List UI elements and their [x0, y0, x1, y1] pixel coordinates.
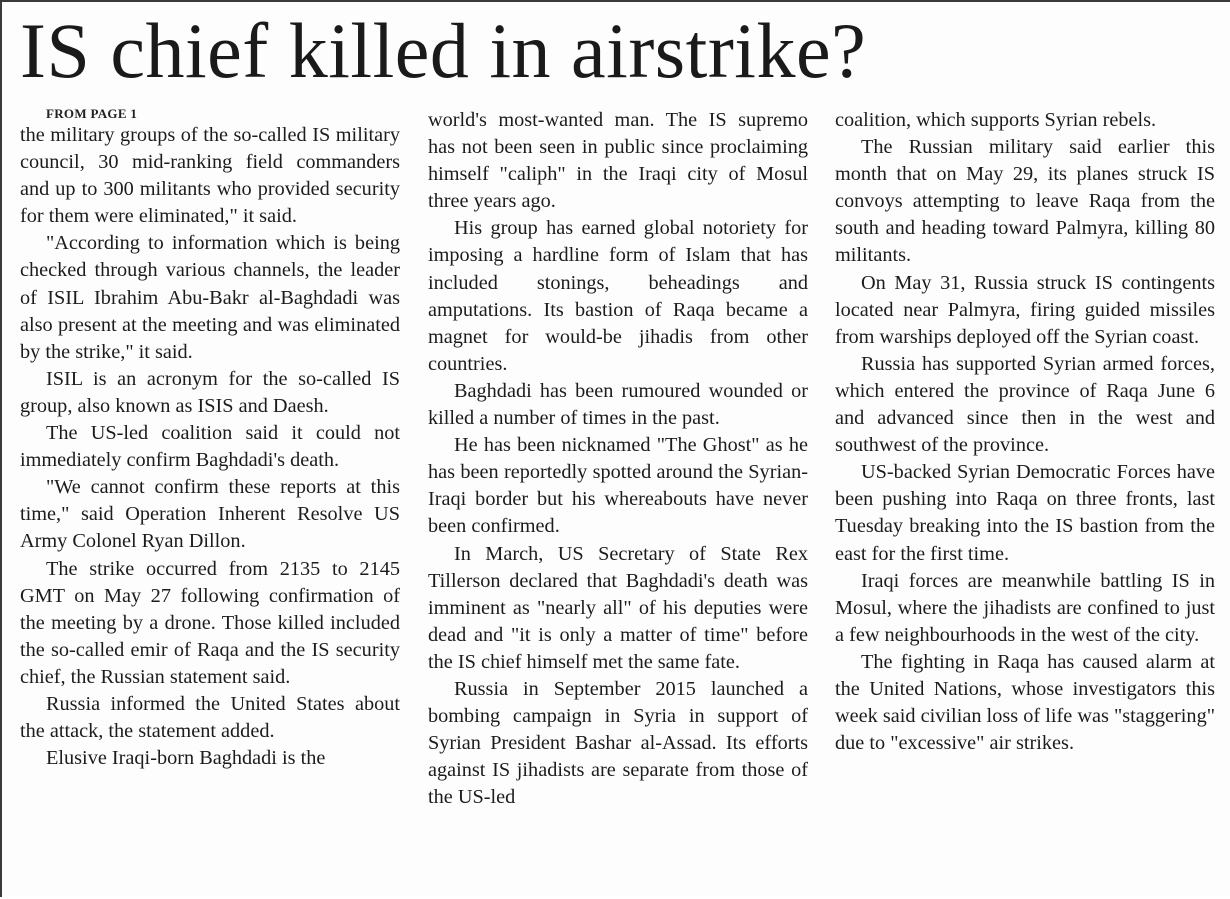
- article-column-1: [20, 106, 400, 772]
- paragraph: The fighting in Raqa has caused alarm at the United Nations, whose investigators this week said civilian loss of life was "staggering" due to "excessive" air strikes.: [835, 650, 1215, 755]
- paragraph: "We cannot confirm these reports at this time," said Operation Inherent Resolve US Army Colonel Ryan Dillon.: [20, 476, 400, 553]
- paragraph: Iraqi forces are meanwhile battling IS in Mosul, where the jihadists are confined to just a few neighbourhoods in the west of the city.: [835, 569, 1215, 646]
- paragraph: Russia in September 2015 launched a bombing campaign in Syria in support of Syrian President Bashar al-Assad. Its efforts against IS jihadists are separate from those of the US-led: [428, 677, 808, 809]
- paragraph: Baghdadi has been rumoured wounded or killed a number of times in the past.: [428, 379, 808, 430]
- paragraph: The strike occurred from 2135 to 2145 GMT on May 27 following confirmation of the meeting by a drone. Those killed included the so-called emir of Raqa and the IS security chief, the Russian statement said.: [20, 557, 400, 688]
- paragraph: US-backed Syrian Democratic Forces have been pushing into Raqa on three fronts, last Tuesday breaking into the IS bastion from the east for the first time.: [835, 461, 1215, 565]
- paragraph: ISIL is an acronym for the so-called IS group, also known as ISIS and Daesh.: [20, 367, 400, 417]
- paragraph: Russia informed the United States about the attack, the statement added.: [20, 692, 400, 743]
- paragraph: Elusive Iraqi-born Baghdadi is the: [46, 747, 326, 770]
- paragraph: Russia has supported Syrian armed forces, which entered the province of Raqa June 6 and advanced since then in the west and southwest of the province.: [835, 352, 1215, 457]
- article-body: [20, 106, 1222, 899]
- paragraph: The Russian military said earlier this month that on May 29, its planes struck IS convoys attempting to leave Raqa from the south and heading toward Palmyra, killing 80 militants.: [835, 136, 1215, 267]
- paragraph: The US-led coalition said it could not immediately confirm Baghdadi's death.: [20, 422, 400, 472]
- article-column-3: [835, 107, 1215, 757]
- paragraph: In March, US Secretary of State Rex Tillerson declared that Baghdadi's death was imminent as "nearly all" of his deputies were dead and "it is only a matter of time" before the IS chief himself met the same fate.: [428, 542, 808, 673]
- paragraph: His group has earned global notoriety for imposing a hardline form of Islam that has included stonings, beheadings and amputations. Its bastion of Raqa became a magnet for would-be jihadis from other countries.: [428, 217, 808, 375]
- paragraph: He has been nicknamed "The Ghost" as he has been reportedly spotted around the Syrian-Iraqi border but his whereabouts have never been confirmed.: [428, 434, 808, 538]
- paragraph: "According to information which is being checked through various channels, the leader of ISIL Ibrahim Abu-Bakr al-Baghdadi was also present at the meeting and was eliminated by the strike," it said.: [20, 232, 400, 363]
- kicker: FROM PAGE 1: [46, 106, 138, 121]
- headline: IS chief killed in airstrike?: [20, 7, 867, 94]
- paragraph: coalition, which supports Syrian rebels.: [835, 109, 1157, 131]
- paragraph: world's most-wanted man. The IS supremo has not been seen in public since proclaiming himself "caliph" in the Iraqi city of Mosul three years ago.: [428, 109, 808, 213]
- paragraph: On May 31, Russia struck IS contingents located near Palmyra, firing guided missiles from warships deployed off the Syrian coast.: [835, 271, 1215, 348]
- article-column-2: [428, 107, 808, 811]
- paragraph: the military groups of the so-called IS military council, 30 mid-ranking field commanders and up to 300 militants who provided security for them were eliminated," it said.: [20, 124, 400, 228]
